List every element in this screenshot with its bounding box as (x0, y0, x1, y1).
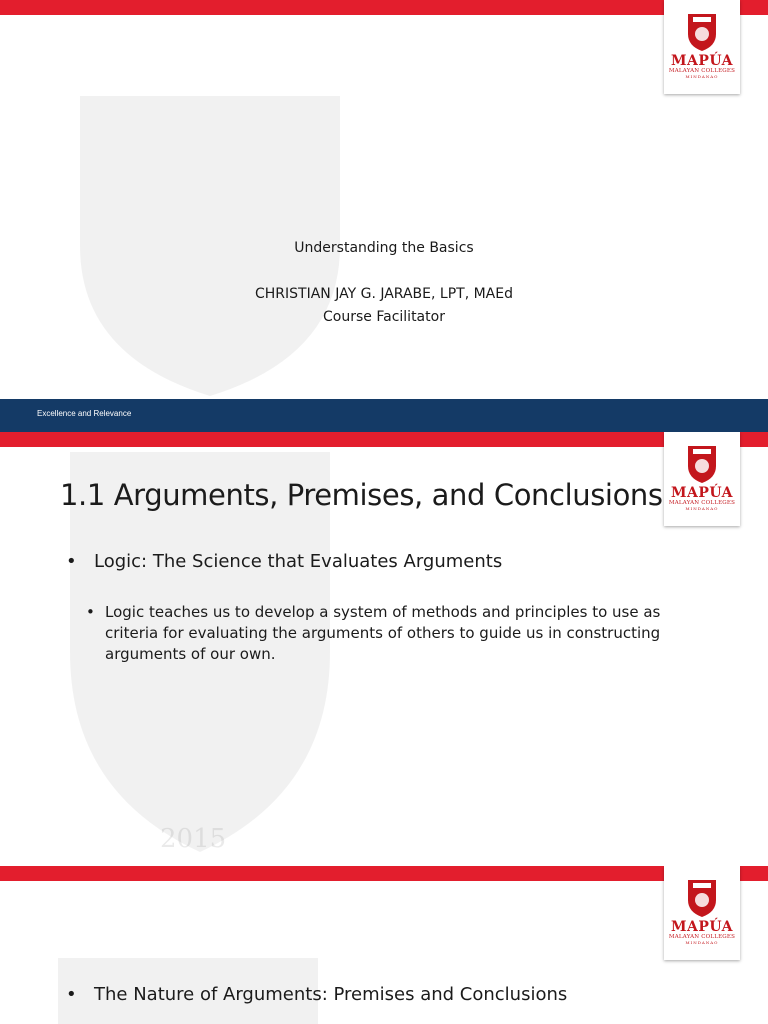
content-slide-1 (0, 432, 768, 866)
mapua-logo (664, 0, 740, 94)
presenter-name: CHRISTIAN JAY G. JARABE, LPT, MAEd (255, 286, 513, 302)
top-red-bar (0, 866, 768, 881)
mapua-logo (664, 432, 740, 526)
bullet-dot: • (66, 551, 77, 572)
logo-line2: MINDANAO (685, 505, 719, 511)
bullet-text: Logic: The Science that Evaluates Arguments (94, 551, 503, 572)
sub-bullet-text: Logic teaches us to develop a system of methods and principles to use as criteria for evaluating the arguments of others to guide us in constructing arguments of our own. (105, 603, 661, 663)
logo-line2: MINDANAO (685, 73, 719, 79)
watermark-year: 2015 (160, 824, 227, 854)
footer-band (0, 399, 768, 432)
logo-line1: MALAYAN COLLEGES (668, 500, 736, 506)
bullet-dot: • (86, 603, 95, 621)
top-red-bar (0, 0, 768, 15)
footer-tagline: Excellence and Relevance (37, 409, 132, 418)
top-red-bar (0, 432, 768, 447)
crest-icon (685, 878, 719, 918)
slide-subtitle: Understanding the Basics (294, 240, 474, 256)
logo-brand: MAPÚA (670, 919, 734, 935)
title-slide (0, 0, 768, 432)
logo-line1: MALAYAN COLLEGES (668, 934, 736, 940)
logo-line2: MINDANAO (685, 939, 719, 945)
logo-brand: MAPÚA (670, 485, 734, 501)
logo-brand: MAPÚA (670, 53, 734, 69)
bullet-text: The Nature of Arguments: Premises and Conclusions (94, 984, 568, 1005)
logo-line1: MALAYAN COLLEGES (668, 68, 736, 74)
presenter-role: Course Facilitator (323, 309, 445, 325)
bullet-dot: • (66, 984, 77, 1005)
content-slide-2 (0, 866, 768, 1024)
crest-icon (685, 444, 719, 484)
mapua-logo (664, 866, 740, 960)
slide-title: 1.1 Arguments, Premises, and Conclusions (60, 478, 663, 512)
crest-icon (685, 12, 719, 52)
